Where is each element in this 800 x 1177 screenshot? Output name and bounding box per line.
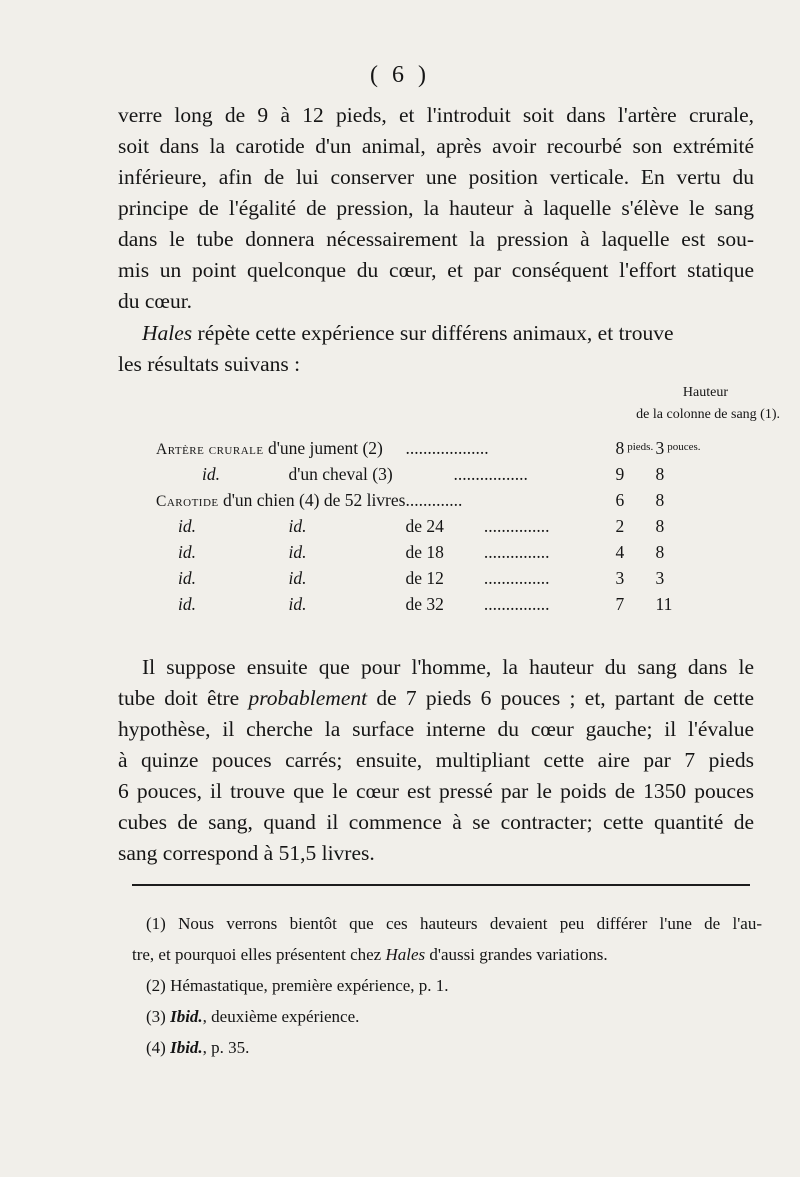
subject-label: Carotide [156, 493, 219, 510]
table-cell-subject [156, 464, 288, 490]
table-cell-weight [405, 516, 615, 542]
weight-label: de 18 [405, 542, 444, 562]
table-cell-feet [615, 438, 655, 464]
table-cell-feet: 4 [615, 542, 625, 562]
table-cell-feet: 9 [615, 464, 625, 484]
footnote-3 [132, 1001, 762, 1032]
table-cell-subject: id. [178, 542, 196, 562]
text-fragment: , p. 35. [202, 1038, 250, 1057]
table-row [156, 542, 715, 568]
table-cell-feet: 6 [615, 490, 625, 510]
table-cell-feet: 7 [615, 594, 625, 614]
table-cell-dots [405, 464, 615, 490]
text-line: verre long de 9 à 12 pieds, et l'introduit soit dans l'artère crurale, [118, 103, 754, 127]
ibid-label: Ibid. [170, 1038, 203, 1057]
unit-inches: pouces. [667, 441, 701, 453]
table-cell-detail: id. [288, 516, 307, 536]
footnote-2: (2) Hémastatique, première expérience, p. 1. [146, 976, 449, 995]
table-cell-subject [156, 490, 405, 516]
table-header-subtitle: de la colonne de sang (1). [636, 407, 780, 422]
text-fragment: tube doit être [118, 686, 249, 710]
text-line: inférieure, afin de lui conserver une position verticale. En vertu du [118, 165, 754, 189]
table-cell-detail: id. [288, 542, 307, 562]
results-table [156, 438, 715, 620]
table-cell-inches: 8 [655, 490, 665, 510]
footnote-number: (4) [146, 1038, 171, 1057]
table-cell-feet: 3 [615, 568, 625, 588]
footnote-separator [132, 884, 750, 886]
feet-value: 8 [615, 438, 625, 458]
paragraph-2 [118, 318, 754, 380]
table-cell-weight [405, 542, 615, 568]
author-name: Hales [385, 945, 426, 964]
table-cell-inches: 8 [655, 516, 665, 536]
page-number: ( 6 ) [370, 62, 430, 88]
table-row [156, 464, 715, 490]
unit-feet: pieds. [627, 441, 654, 453]
footnote-number: (3) [146, 1007, 171, 1026]
weight-label: de 24 [405, 516, 444, 536]
footnote-1 [132, 908, 762, 970]
table-cell-weight [405, 594, 615, 620]
table-cell-feet: 2 [615, 516, 625, 536]
subject-detail: d'une jument (2) [263, 438, 383, 458]
dot-leader: ................. [453, 464, 528, 484]
text-line: principe de l'égalité de pression, la hauteur à laquelle s'élève le sang [118, 196, 754, 220]
text-line: sang correspond à 51,5 livres. [118, 841, 375, 865]
footnote-4 [132, 1032, 762, 1063]
text-line [118, 683, 754, 714]
table-row [156, 490, 715, 516]
table-cell-weight [405, 568, 615, 594]
table-cell-inches: 8 [655, 464, 665, 484]
footnotes [132, 908, 762, 1063]
weight-label: de 32 [405, 594, 444, 614]
dot-leader: ................... [405, 438, 489, 458]
text-line: les résultats suivans : [118, 352, 301, 376]
table-cell-detail: id. [288, 568, 307, 588]
table-row [156, 568, 715, 594]
italic-word: probablement [248, 686, 368, 710]
text-fragment: tre, et pourquoi elles présentent chez [132, 945, 386, 964]
table-row [156, 594, 715, 620]
subject-detail: d'un cheval (3) [288, 464, 393, 484]
text-line: hypothèse, il cherche la surface interne du cœur gauche; il l'évalue [118, 717, 754, 741]
subject-label: id. [202, 464, 220, 484]
text-fragment: répète cette expérience sur différens animaux, et trouve [192, 321, 674, 345]
subject-label: Artère crurale [156, 441, 264, 458]
table-cell-subject [156, 438, 405, 464]
table-cell-detail: id. [288, 594, 307, 614]
dot-leader: ............... [483, 594, 550, 614]
text-line: (1) Nous verrons bientôt que ces hauteurs devaient peu différer l'une de l'au- [146, 914, 762, 933]
table-cell-dots [405, 490, 615, 516]
text-line: à quinze pouces carrés; ensuite, multipliant cette aire par 7 pieds [118, 748, 754, 772]
table-cell-inches: 3 [655, 568, 665, 588]
weight-label: de 12 [405, 568, 444, 588]
text-line: mis un point quelconque du cœur, et par conséquent l'effort statique [118, 258, 754, 282]
inches-value: 3 [655, 438, 665, 458]
table-cell-subject: id. [178, 516, 196, 536]
dot-leader: ............... [483, 568, 550, 588]
paragraph-3 [118, 652, 754, 869]
table-cell-inches [655, 438, 715, 464]
dot-leader: ............... [483, 516, 550, 536]
text-line: du cœur. [118, 289, 193, 313]
table-cell-inches: 8 [655, 542, 665, 562]
table-cell-subject: id. [178, 568, 196, 588]
table-cell-detail [288, 464, 405, 490]
text-line [132, 939, 762, 970]
table-row [156, 516, 715, 542]
dot-leader: ............... [483, 542, 550, 562]
text-line: cubes de sang, quand il commence à se contracter; cette quantité de [118, 810, 754, 834]
table-cell-dots [405, 438, 615, 464]
text-line: 6 pouces, il trouve que le cœur est pressé par le poids de 1350 pouces [118, 779, 754, 803]
table-cell-subject: id. [178, 594, 196, 614]
subject-detail: d'un chien (4) de 52 livres [218, 490, 406, 510]
dot-leader: ............. [405, 490, 463, 510]
text-line: soit dans la carotide d'un animal, après avoir recourbé son extrémité [118, 134, 754, 158]
text-fragment: de 7 pieds 6 pouces ; et, partant de cette [367, 686, 754, 710]
text-line: Il suppose ensuite que pour l'homme, la hauteur du sang dans le [142, 655, 754, 679]
table-header-title: Hauteur [682, 385, 728, 400]
text-line [118, 318, 754, 349]
paragraph-1 [118, 100, 754, 317]
text-fragment: , deuxième expérience. [202, 1007, 360, 1026]
text-line: dans le tube donnera nécessairement la pression à laquelle est sou- [118, 227, 754, 251]
text-fragment: d'aussi grandes variations. [425, 945, 608, 964]
table-row [156, 438, 715, 464]
table-cell-inches: 11 [655, 594, 673, 614]
ibid-label: Ibid. [170, 1007, 203, 1026]
author-name: Hales [142, 321, 193, 345]
table-header [580, 382, 780, 426]
